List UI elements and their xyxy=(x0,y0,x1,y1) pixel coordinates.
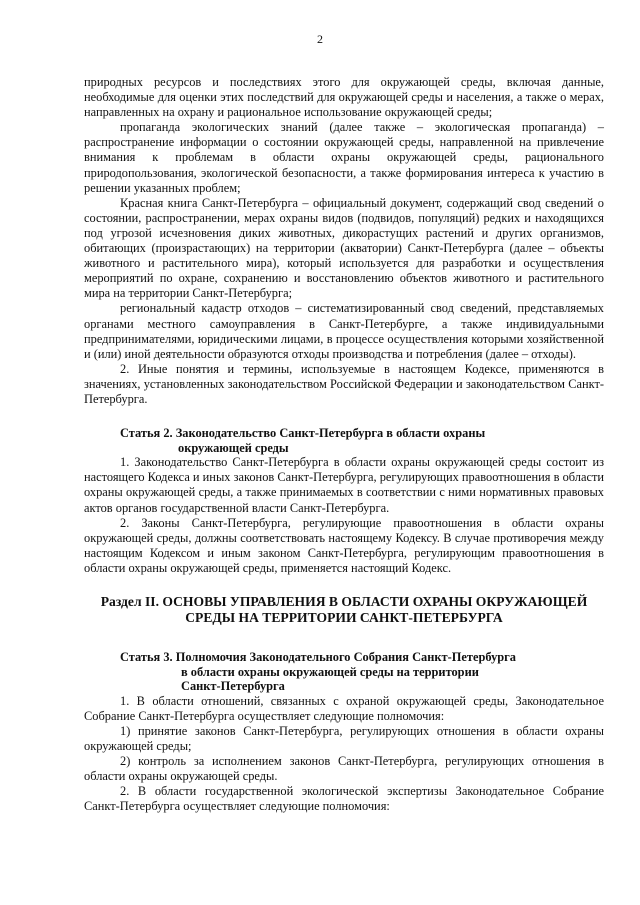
document-body xyxy=(84,75,604,815)
article-2-title-line2: окружающей среды xyxy=(178,440,289,455)
article-3-paragraph-2: 2. В области государственной экологической экспертизы Законодательное Собрание Санкт-Петербурга осуществляет следующие полномочия: xyxy=(84,784,604,814)
article-3-item-1: 1) принятие законов Санкт-Петербурга, регулирующих отношения в области охраны окружающей среды; xyxy=(84,723,604,754)
article-2-title xyxy=(120,426,604,455)
article-3-title xyxy=(120,650,604,694)
article-2-title-line1: Статья 2. Законодательство Санкт-Петербурга в области охраны xyxy=(120,426,486,441)
paragraph-ecological-propaganda: пропаганда экологических знаний (далее также – экологическая пропаганда) – распространение информации о состоянии окружающей среды, направленной на привлечение внимания к проблемам в области охраны окружающей среды, рационального природопользования, экологической безопасности, а также формирования интереса к участию в решении указанных проблем; xyxy=(84,120,604,195)
section-2-title-line2: СРЕДЫ НА ТЕРРИТОРИИ САНКТ-ПЕТЕРБУРГА xyxy=(185,610,503,625)
article-3-title-line3: Санкт-Петербурга xyxy=(181,679,285,694)
section-2-title-line1: Раздел II. ОСНОВЫ УПРАВЛЕНИЯ В ОБЛАСТИ ОХРАНЫ ОКРУЖАЮЩЕЙ xyxy=(100,594,588,609)
page-number: 2 xyxy=(317,32,323,46)
paragraph-continuation: природных ресурсов и последствиях этого для окружающей среды, включая данные, необходимые для оценки этих последствий для окружающей среды и населения, а также о мерах, направленных на охрану и рациональное использование окружающей среды; xyxy=(84,75,604,120)
paragraph-waste-cadastre: региональный кадастр отходов – систематизированный свод сведений, представляемых органами местного самоуправления в Санкт-Петербурге, а также индивидуальными предпринимателями, юридическими лицами, в процессе осуществления которыми хозяйственной и (или) иной деятельности образуются отходы производства и потребления (далее – отходы). xyxy=(84,301,604,361)
article-2-paragraph-2: 2. Законы Санкт-Петербурга, регулирующие правоотношения в области охраны окружающей среды, должны соответствовать настоящему Кодексу. В случае противоречия между настоящим Кодексом и иным законом Санкт-Петербурга, регулирующим правоотношения в области охраны окружающей среды, применяется настоящий Кодекс. xyxy=(84,515,604,575)
paragraph-red-book: Красная книга Санкт-Петербурга – официальный документ, содержащий свод сведений о состоянии, распространении, мерах охраны видов (подвидов, популяций) редких и находящихся под угрозой исчезновения диких животных, дикорастущих растений и других организмов, обитающих (произрастающих) на территории (акватории) Санкт-Петербурга (далее – объекты животного и растительного мира), который используется для разработки и осуществления мероприятий по охране, сохранению и восстановлению объектов животного и растительного мира на территории Санкт-Петербурга; xyxy=(84,195,604,301)
article-3-title-line1: Статья 3. Полномочия Законодательного Собрания Санкт-Петербурга xyxy=(120,650,516,664)
section-2-title xyxy=(84,594,604,626)
paragraph-other-terms: 2. Иные понятия и термины, используемые в настоящем Кодексе, применяются в значениях, установленных законодательством Российской Федерации и законодательством Санкт-Петербурга. xyxy=(84,361,604,406)
article-3-paragraph-1: 1. В области отношений, связанных с охраной окружающей среды, Законодательное Собрание Санкт-Петербурга осуществляет следующие полномочия: xyxy=(84,693,604,723)
article-3-title-line2: в области охраны окружающей среды на территории xyxy=(181,664,479,679)
article-3-item-2: 2) контроль за исполнением законов Санкт-Петербурга, регулирующих отношения в области охраны окружающей среды. xyxy=(84,754,604,784)
article-2-paragraph-1: 1. Законодательство Санкт-Петербурга в области охраны окружающей среды состоит из настоящего Кодекса и иных законов Санкт-Петербурга, регулирующих правоотношения в области охраны окружающей среды, а также принимаемых в соответствии с ними нормативных правовых актов органов государственной власти Санкт-Петербурга. xyxy=(84,455,604,515)
